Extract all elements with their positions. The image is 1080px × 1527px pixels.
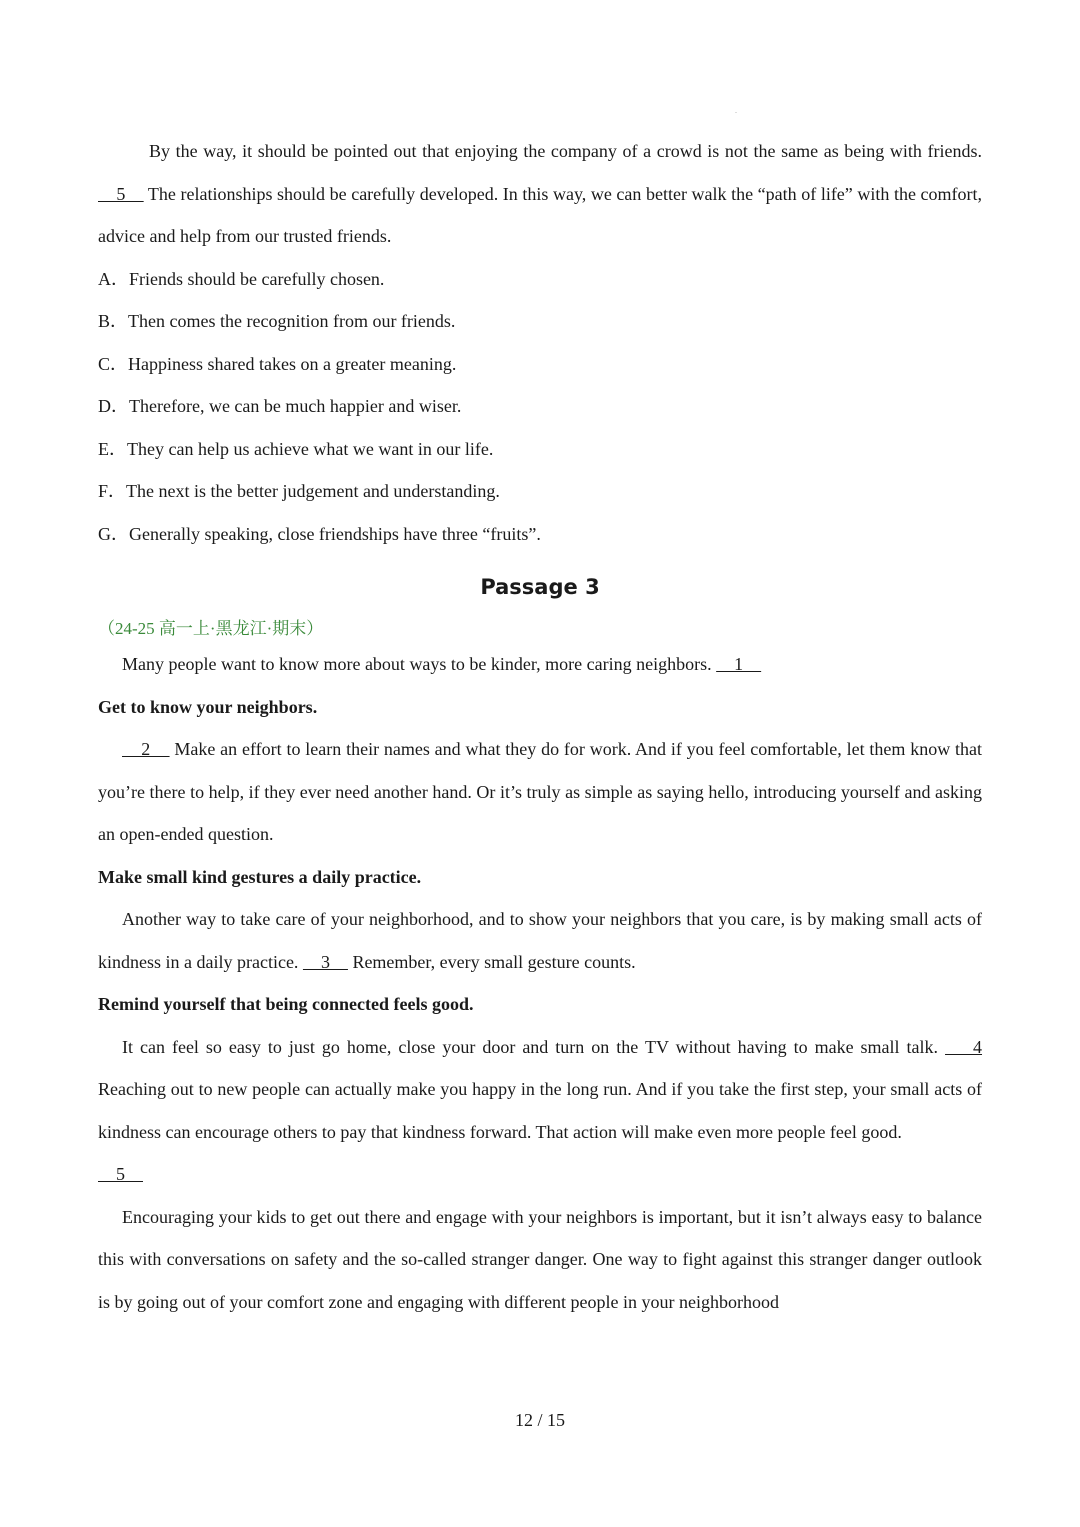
paragraph-text: The relationships should be carefully developed. In this way, we can better walk the “path of life” with the comfort, advice and help from our trusted friends. [98, 183, 983, 246]
blank-4: 4 [945, 1036, 983, 1057]
option-letter: F． [98, 481, 127, 501]
option-letter: B． [98, 311, 129, 331]
option-letter: E． [98, 438, 127, 459]
paragraph-text: Reaching out to new people can actually make you happy in the long run. And if you take the first step, your small acts of kindness can encourage others to pay that kindness forward. That action will make even more people feel good. [98, 1079, 982, 1142]
blank-1: 1 [716, 654, 762, 674]
option-text: They can help us achieve what we want in our life. [127, 438, 494, 459]
scan-dot [735, 112, 737, 113]
paragraph-text: It can feel so easy to just go home, close your door and turn on the TV without having to make small talk. [122, 1036, 946, 1057]
option-text: Friends should be carefully chosen. [129, 268, 385, 289]
option-text: Generally speaking, close friendships have three “fruits”. [129, 523, 541, 544]
option-letter: A． [98, 268, 129, 289]
option-letter: C． [98, 353, 129, 374]
blank-3: 3 [302, 951, 348, 972]
section-heading: Get to know your neighbors. [98, 696, 318, 717]
option-g [98, 513, 982, 556]
paragraph-text: Another way to take care of your neighborhood, and to show your neighbors that you care, is by making small acts of kindness in a daily practice. [98, 909, 982, 972]
section-heading: Remind yourself that being connected feels good. [98, 994, 474, 1014]
intro-paragraph [98, 643, 982, 686]
paragraph-text: Remember, every small gesture counts. [347, 951, 636, 972]
blank-5: 5 [98, 183, 144, 204]
option-e [98, 428, 982, 471]
option-text: Then comes the recognition from our friends. [128, 311, 456, 331]
paragraph-4 [98, 1026, 982, 1154]
document-page [98, 130, 982, 1323]
passage2-closing-paragraph [98, 130, 982, 258]
section-heading: Make small kind gestures a daily practice. [98, 866, 422, 887]
option-letter: D． [98, 396, 129, 416]
option-text: The next is the better judgement and understanding. [126, 481, 500, 501]
page-number: 12 / 15 [514, 1410, 565, 1430]
paragraph-3 [98, 898, 982, 983]
option-letter: G． [98, 523, 129, 544]
blank-5-line [98, 1153, 982, 1196]
paragraph-text: By the way, it should be pointed out that enjoying the company of a crowd is not the same as being with friends. [149, 141, 982, 161]
paragraph-text: Many people want to know more about ways to be kinder, more caring neighbors. [122, 654, 717, 674]
blank-2: 2 [122, 739, 170, 759]
passage-title: Passage 3 [480, 575, 600, 599]
source-label: （24-25 高一上·黑龙江·期末） [98, 619, 324, 638]
option-b [98, 300, 982, 343]
option-d [98, 385, 982, 428]
option-f [98, 470, 982, 513]
paragraph-text: Make an effort to learn their names and what they do for work. And if you feel comfortable, let them know that you’re there to help, if they ever need another hand. Or it’s truly as simple as saying hello, introducing yourself and asking an open-ended question. [98, 739, 983, 844]
blank-5: 5 [98, 1164, 143, 1184]
option-c [98, 343, 982, 386]
options-list [98, 258, 982, 556]
option-text: Happiness shared takes on a greater meaning. [128, 353, 457, 374]
paragraph-5: Encouraging your kids to get out there and engage with your neighbors is important, but it isn’t always easy to balance this with conversations on safety and the so-called stranger danger. One way to fight against this stranger danger outlook is by going out of your comfort zone and engaging with different people in your neighborhood [98, 1206, 982, 1312]
option-text: Therefore, we can be much happier and wiser. [129, 396, 462, 416]
option-a [98, 258, 982, 301]
paragraph-2 [98, 728, 982, 856]
